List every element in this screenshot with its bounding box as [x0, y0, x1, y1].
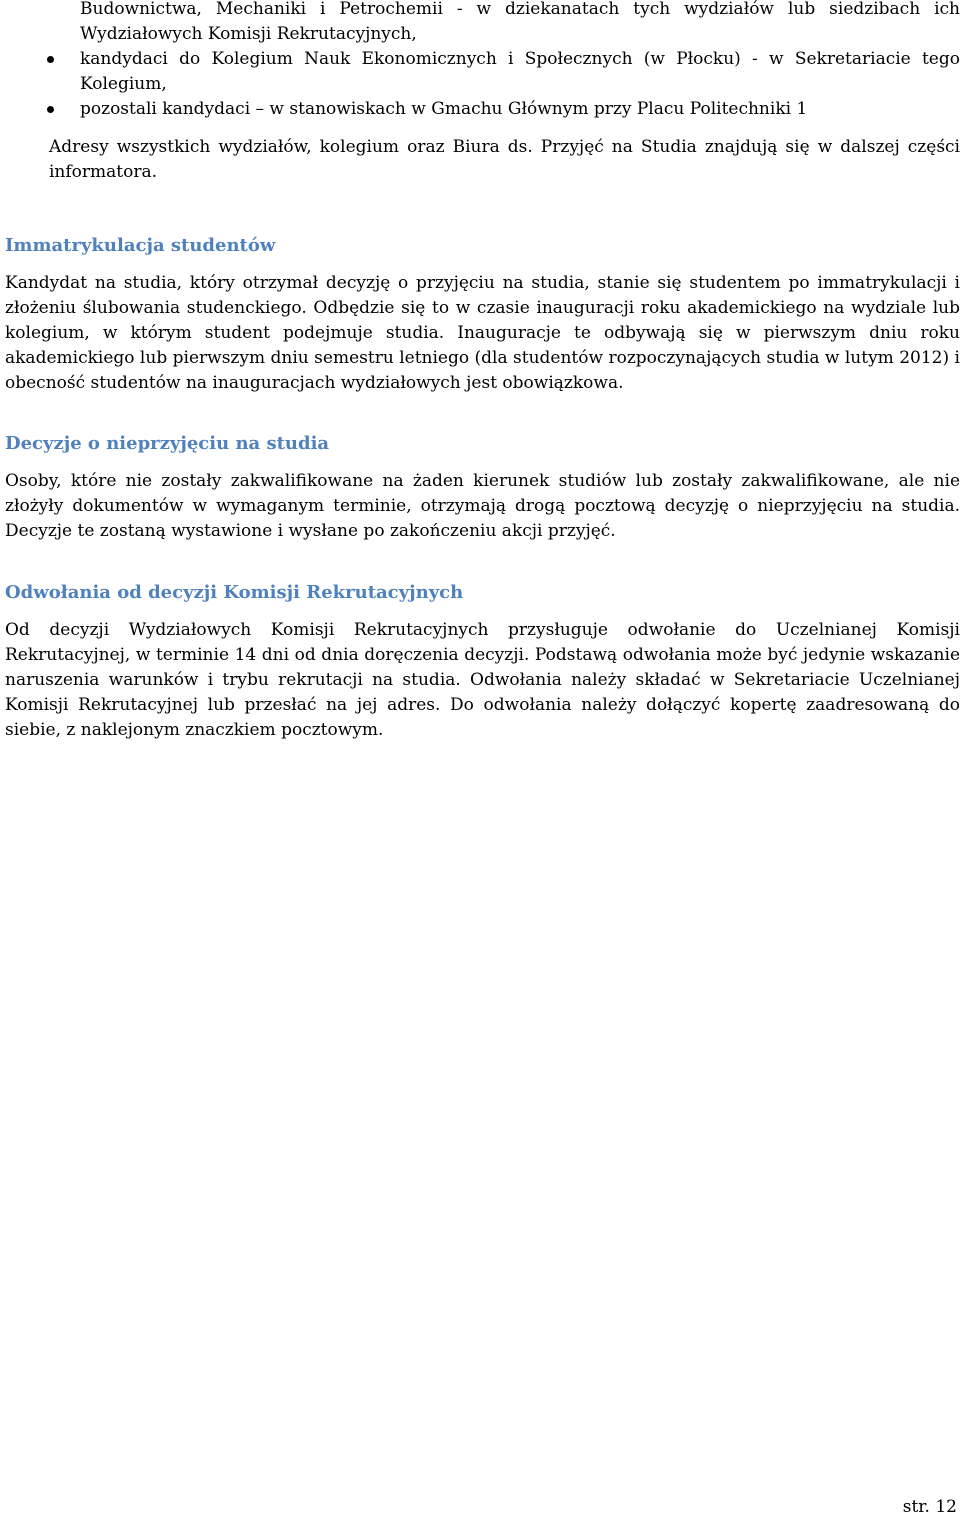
section-heading-appeals: Odwołania od decyzji Komisji Rekrutacyjnych	[5, 582, 464, 603]
section-heading-rejection: Decyzje o nieprzyjęciu na studia	[5, 433, 330, 454]
bullet-dot-icon	[47, 56, 54, 63]
section-body-rejection: Osoby, które nie zostały zakwalifikowane na żaden kierunek studiów lub zostały zakwalifikowane, ale nie złożyły dokumentów w wymaganym terminie, otrzymają drogą pocztową decyzję o nieprzyjęciu na studia. Decyzje te zostaną wystawione i wysłane po zakończeniu akcji przyjęć.	[5, 471, 960, 541]
bullet-text: pozostali kandydaci – w stanowiskach w Gmachu Głównym przy Placu Politechniki 1	[80, 99, 808, 119]
bullet-text: kandydaci do Kolegium Nauk Ekonomicznych i Społecznych (w Płocku) - w Sekretariacie tego Kolegium,	[80, 49, 960, 94]
section-body-immatriculation: Kandydat na studia, który otrzymał decyzję o przyjęciu na studia, stanie się studentem po immatrykulacji i złożeniu ślubowania studenckiego. Odbędzie się to w czasie inauguracji roku akademickiego na wydziale lub kolegium, w którym student podejmuje studia. Inauguracje te odbywają się w pierwszym dniu roku akademickiego lub pierwszym dniu semestru letniego (dla studentów rozpoczynających studia w lutym 2012) i obecność studentów na inauguracjach wydziałowych jest obowiązkowa.	[5, 273, 960, 393]
bullet-item	[5, 97, 960, 122]
section-heading-immatriculation: Immatrykulacja studentów	[5, 235, 276, 256]
section-body-appeals: Od decyzji Wydziałowych Komisji Rekrutacyjnych przysługuje odwołanie do Uczelnianej Komisji Rekrutacyjnej, w terminie 14 dni od dnia doręczenia decyzji. Podstawą odwołania może być jedynie wskazanie naruszenia warunków i trybu rekrutacji na studia. Odwołania należy składać w Sekretariacie Uczelnianej Komisji Rekrutacyjnej lub przesłać na jej adres. Do odwołania należy dołączyć kopertę zaadresowaną do siebie, z naklejonym znaczkiem pocztowym.	[5, 620, 960, 740]
addresses-note: Adresy wszystkich wydziałów, kolegium oraz Biura ds. Przyjęć na Studia znajdują się w dalszej części informatora.	[49, 137, 960, 182]
bullet-item	[5, 47, 960, 97]
bullet-text: Budownictwa, Mechaniki i Petrochemii - w dziekanatach tych wydziałów lub siedzibach ich Wydziałowych Komisji Rekrutacyjnych,	[80, 0, 960, 44]
bullet-item-continued	[5, 0, 960, 47]
page-number: str. 12	[902, 1497, 957, 1517]
bullet-dot-icon	[47, 106, 54, 113]
